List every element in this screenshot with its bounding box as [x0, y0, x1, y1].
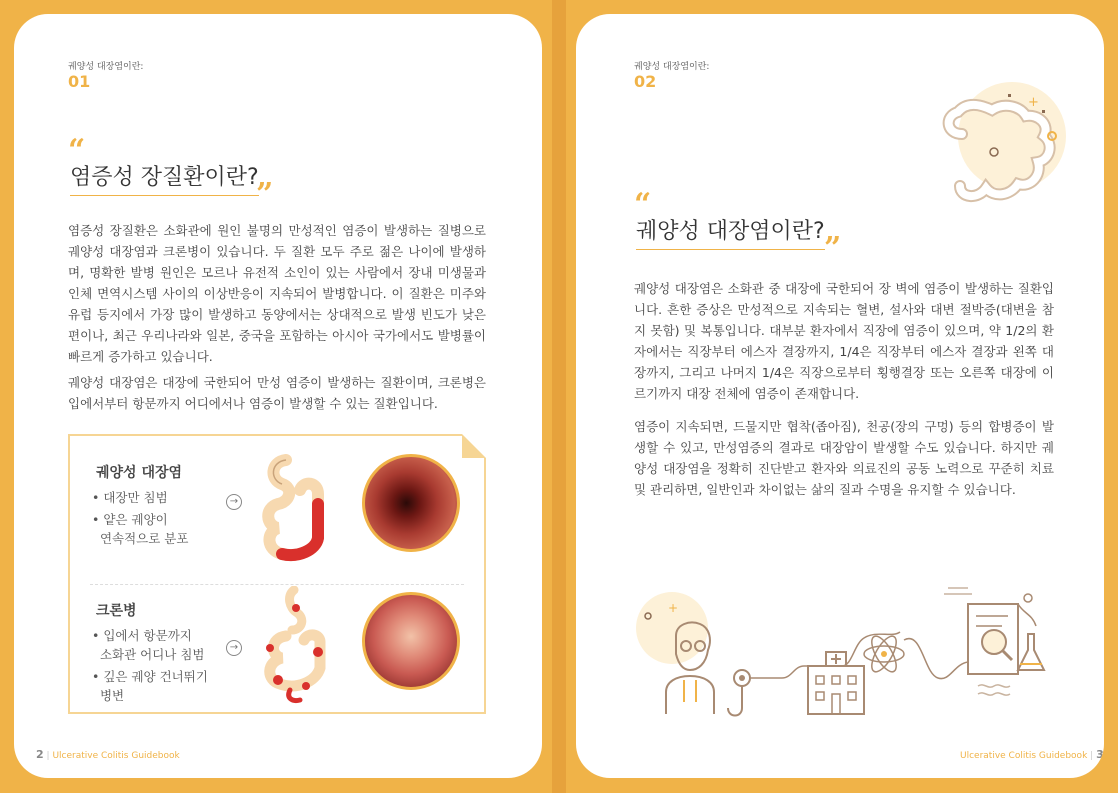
page-heading: 궤양성 대장염이란?	[636, 214, 825, 250]
crohn-bullet: 소화관 어디나 침범	[92, 647, 205, 662]
comparison-figure	[68, 434, 486, 714]
paragraph: 궤양성 대장염은 소화관 중 대장에 국한되어 장 벽에 염증이 발생하는 질환입니다. 흔한 증상은 만성적으로 지속되는 혈변, 설사와 대변 절박증(대변을 참지 못함) 및 복통입니다. 대부분 환자에서 직장에 염증이 있으며, 약 1/2의 환자에서는 직장부터 에스자 결장까지, 1/4은 직장부터 에스자 결장과 왼쪽 대장까지, 그리고 나머지 1/4은 직장으로부터 횡행결장 또는 오른쪽 대장에 이르기까지 대장 전체에 염증이 존재합니다.	[634, 281, 1054, 401]
footer-title: Ulcerative Colitis Guidebook	[960, 751, 1088, 761]
document-magnifier-icon	[944, 588, 1018, 695]
paragraph: 염증성 장질환은 소화관에 원인 불명의 만성적인 염증이 발생하는 질병으로 궤양성 대장염과 크론병이 있습니다. 두 질환 모두 주로 젊은 나이에 발생하며, 명확한 발병 원인은 모르나 유전적 소인이 있는 사람에서 장내 미생물과 인체 면역시스템 사이의 이상반응이 지속되어 발병합니다. 이 질환은 미주와 유럽 등지에서 가장 많이 발생하고 동양에서는 상대적으로 발생 빈도가 낮은 편이나, 최근 우리나라와 일본, 중국을 포함하는 아시아 국가에서도 발병률이 빠르게 증가하고 있습니다.	[68, 223, 486, 364]
svg-text:+: +	[1028, 95, 1039, 110]
arrow-right-icon: →	[226, 494, 242, 510]
crohn-title: 크론병	[96, 603, 137, 619]
crohn-bullet: • 깊은 궤양 건너뛰기	[92, 669, 208, 684]
page-number: 3	[1096, 748, 1104, 761]
page-footer: 2 | Ulcerative Colitis Guidebook	[36, 748, 180, 761]
uc-bullet: 연속적으로 분포	[92, 531, 189, 546]
paragraph: 염증이 지속되면, 드물지만 협착(좁아짐), 천공(장의 구멍) 등의 합병증이 발생할 수 있고, 만성염증의 결과로 대장암이 발생할 수도 있습니다. 하지만 궤양성 대장염을 정확히 진단받고 환자와 의료진의 공동 노력으로 꾸준히 치료 및 관리하면, 일반인과 차이없는 삶의 질과 수명을 유지할 수 있습니다.	[634, 419, 1054, 497]
uc-title: 궤양성 대장염	[96, 465, 183, 481]
atom-icon	[864, 633, 904, 676]
crohn-gi-tract-icon	[256, 586, 340, 706]
section-label: 궤양성 대장염이란:	[634, 62, 710, 72]
quote-open-icon: “	[634, 187, 652, 222]
section-label: 궤양성 대장염이란:	[68, 62, 144, 72]
doctor-icon	[636, 592, 714, 714]
paragraph: 궤양성 대장염은 대장에 국한되어 만성 염증이 발생하는 질환이며, 크론병은 입에서부터 항문까지 어디에서나 염증이 발생할 수 있는 질환입니다.	[68, 375, 486, 411]
page-footer: Ulcerative Colitis Guidebook | 3	[960, 748, 1104, 761]
crohn-bullet: 병변	[92, 688, 125, 703]
uc-endoscopy-image	[362, 454, 460, 552]
flask-icon	[1018, 594, 1044, 670]
left-page	[14, 14, 542, 778]
svg-text:+: +	[668, 601, 679, 615]
right-page	[576, 14, 1104, 778]
arrow-right-icon: →	[226, 640, 242, 656]
book-spine	[552, 0, 566, 793]
page-fold-icon	[462, 434, 486, 458]
section-number: 02	[634, 72, 657, 91]
quote-open-icon: “	[68, 133, 86, 168]
medical-line-illustration	[632, 574, 1072, 734]
quote-close-icon: ”	[824, 231, 842, 266]
uc-colon-icon	[256, 454, 336, 566]
hospital-icon	[808, 652, 864, 714]
crohn-bullet: • 입에서 항문까지	[92, 628, 192, 643]
section-number: 01	[68, 72, 91, 91]
crohn-endoscopy-image	[362, 592, 460, 690]
page-number: 2	[36, 748, 44, 761]
quote-close-icon: ”	[256, 177, 274, 212]
page-heading: 염증성 장질환이란?	[70, 160, 259, 196]
figure-divider	[90, 584, 464, 585]
footer-title: Ulcerative Colitis Guidebook	[52, 751, 180, 761]
uc-bullet: • 대장만 침범	[92, 490, 168, 505]
uc-bullet: • 얕은 궤양이	[92, 512, 168, 527]
colon-illustration-icon	[934, 80, 1074, 216]
stethoscope-icon	[728, 670, 750, 716]
